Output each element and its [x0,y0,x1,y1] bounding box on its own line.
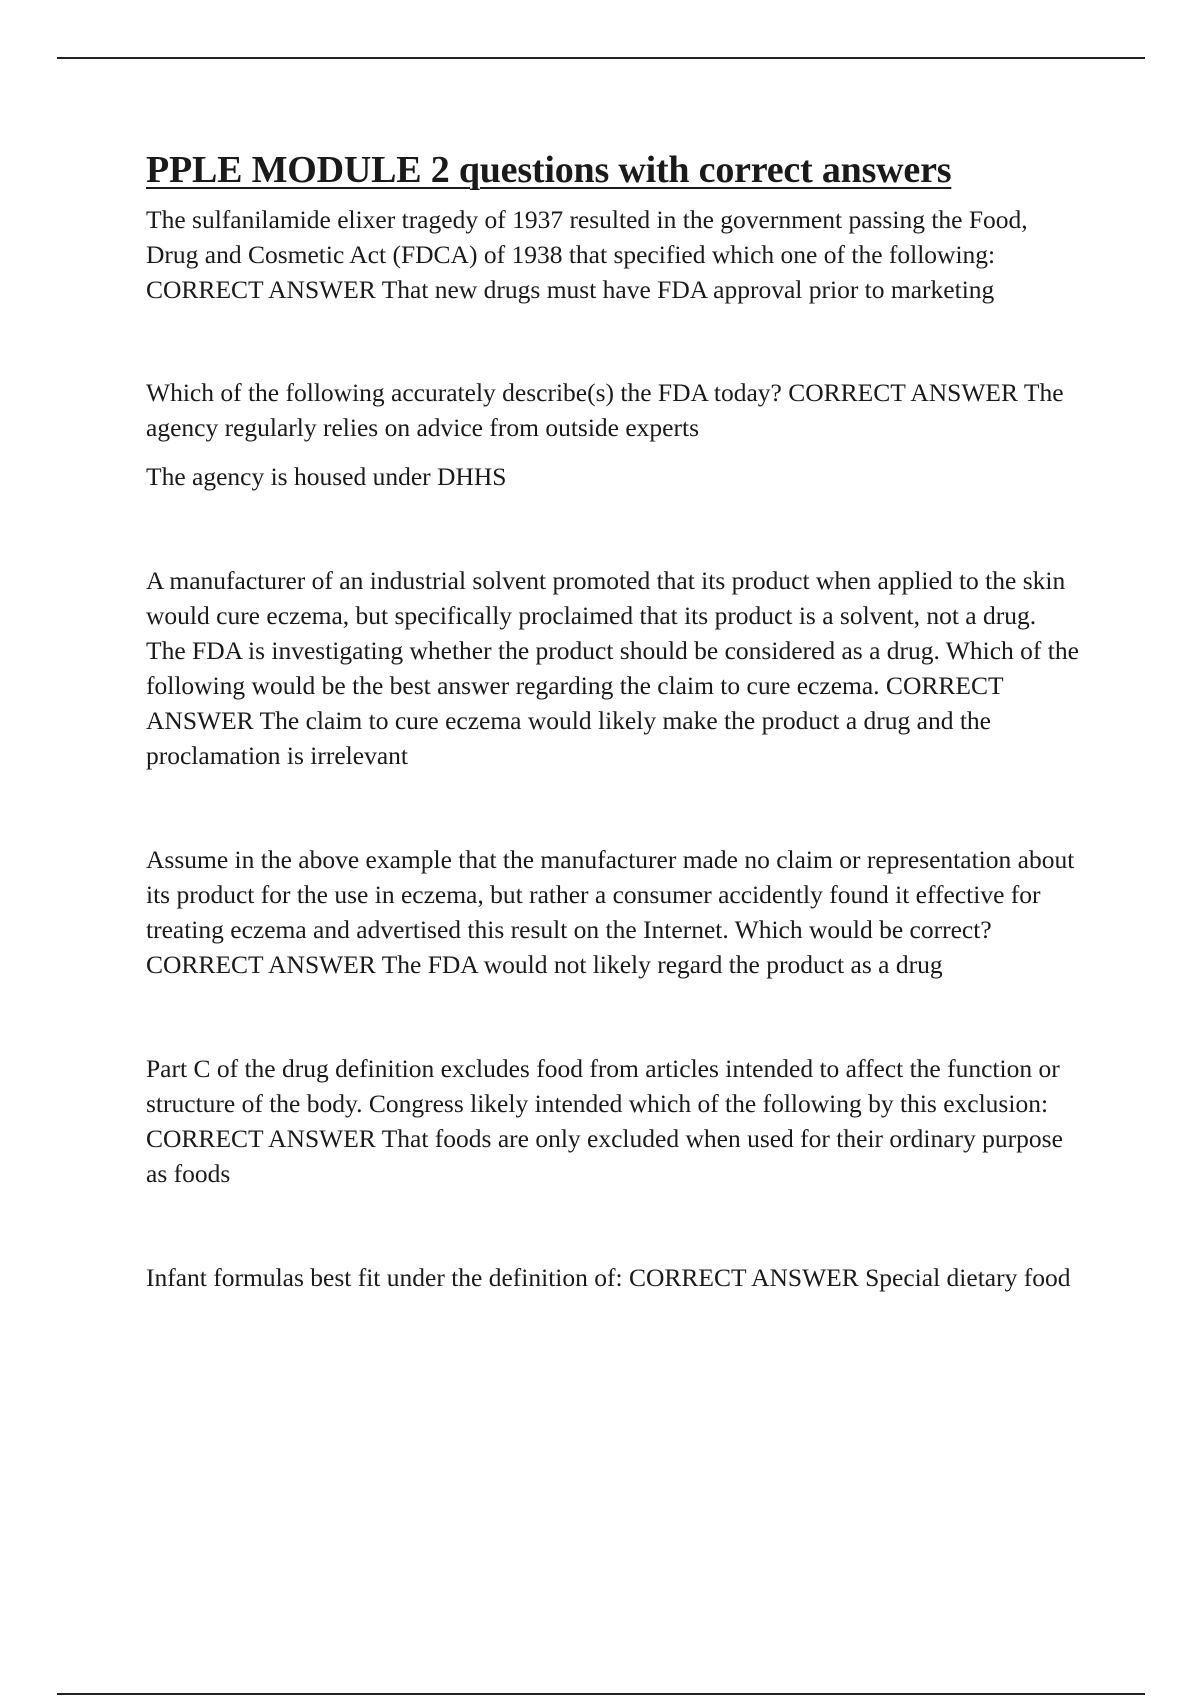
document-body [146,146,1081,1295]
footer-rule [57,1693,1145,1695]
question-paragraph-2: Which of the following accurately describe(s) the FDA today? CORRECT ANSWER The agency regularly relies on advice from outside experts [146,378,1064,442]
question-paragraph-1: The sulfanilamide elixer tragedy of 1937 resulted in the government passing the Food, Drug and Cosmetic Act (FDCA) of 1938 that specified which one of the following: CORRECT ANSWER That new drugs must have FDA approval prior to marketing [146,205,1028,304]
question-paragraph-5: Part C of the drug definition excludes food from articles intended to affect the function or structure of the body. Congress likely intended which of the following by this exclusion: CORRECT ANSWER That foods are only excluded when used for their ordinary purpose as foods [146,1054,1063,1188]
question-paragraph-6: Infant formulas best fit under the definition of: CORRECT ANSWER Special dietary food [146,1263,1071,1292]
question-paragraph-3: A manufacturer of an industrial solvent promoted that its product when applied to the skin would cure eczema, but specifically proclaimed that its product is a solvent, not a drug. The FDA is investigating whether the product should be considered as a drug. Which of the following would be the best answer regarding the claim to cure eczema. CORRECT ANSWER The claim to cure eczema would likely make the product a drug and the proclamation is irrelevant [146,566,1079,770]
question-paragraph-4: Assume in the above example that the manufacturer made no claim or representation about its product for the use in eczema, but rather a consumer accidently found it effective for treating eczema and advertised this result on the Internet. Which would be correct? CORRECT ANSWER The FDA would not likely regard the product as a drug [146,845,1075,979]
header-rule [57,57,1145,59]
answer-continuation-paragraph: The agency is housed under DHHS [146,462,507,491]
document-title: PPLE MODULE 2 questions with correct answers [146,149,952,191]
